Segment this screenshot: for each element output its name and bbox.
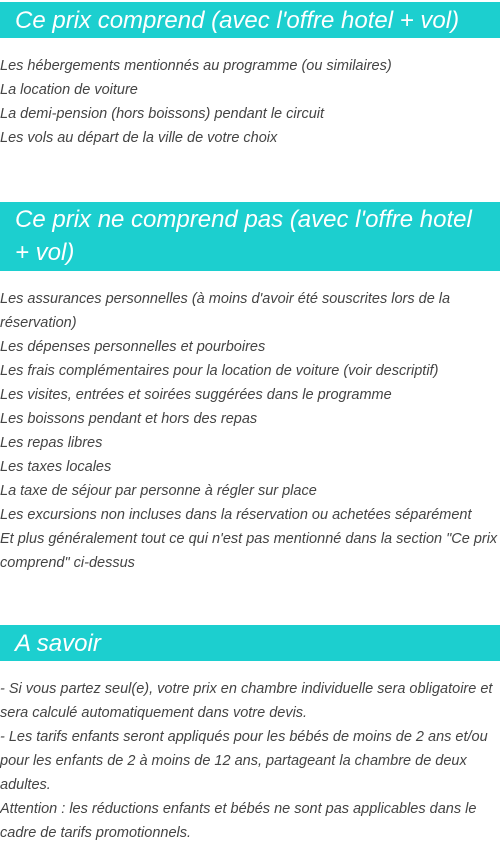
a-savoir-section bbox=[0, 625, 500, 845]
list-item: Les assurances personnelles (à moins d'avoir été souscrites lors de la réservation) bbox=[0, 291, 451, 331]
list-item: Et plus généralement tout ce qui n'est pas mentionné dans la section "Ce prix comprend" ci-dessus bbox=[0, 531, 498, 571]
list-item: Les boissons pendant et hors des repas bbox=[0, 411, 258, 427]
not-included-list bbox=[0, 287, 500, 575]
a-savoir-heading: A savoir bbox=[0, 625, 500, 661]
a-savoir-paragraph: Attention : les réductions enfants et bébés ne sont pas applicables dans le cadre de tarifs promotionnels. bbox=[0, 801, 477, 841]
list-item: Les excursions non incluses dans la réservation ou achetées séparément bbox=[0, 507, 472, 523]
a-savoir-paragraph: - Si vous partez seul(e), votre prix en chambre individuelle sera obligatoire et sera calculé automatiquement dans votre devis. bbox=[0, 681, 493, 721]
a-savoir-body bbox=[0, 677, 500, 845]
list-item: Les dépenses personnelles et pourboires bbox=[0, 339, 266, 355]
list-item: Les hébergements mentionnés au programme (ou similaires) bbox=[0, 58, 392, 74]
list-item: Les taxes locales bbox=[0, 459, 112, 475]
included-list bbox=[0, 54, 500, 150]
included-section bbox=[0, 2, 500, 150]
list-item: La taxe de séjour par personne à régler sur place bbox=[0, 483, 317, 499]
not-included-heading: Ce prix ne comprend pas (avec l'offre hotel + vol) bbox=[0, 202, 500, 271]
list-item: Les frais complémentaires pour la location de voiture (voir descriptif) bbox=[0, 363, 439, 379]
list-item: Les vols au départ de la ville de votre choix bbox=[0, 130, 278, 146]
a-savoir-paragraph: - Les tarifs enfants seront appliqués pour les bébés de moins de 2 ans et/ou pour les enfants de 2 à moins de 12 ans, partageant la chambre de deux adultes. bbox=[0, 729, 488, 793]
list-item: La location de voiture bbox=[0, 82, 138, 98]
included-heading: Ce prix comprend (avec l'offre hotel + vol) bbox=[0, 2, 500, 38]
not-included-section bbox=[0, 202, 500, 575]
list-item: La demi-pension (hors boissons) pendant le circuit bbox=[0, 106, 325, 122]
list-item: Les repas libres bbox=[0, 435, 103, 451]
list-item: Les visites, entrées et soirées suggérées dans le programme bbox=[0, 387, 392, 403]
